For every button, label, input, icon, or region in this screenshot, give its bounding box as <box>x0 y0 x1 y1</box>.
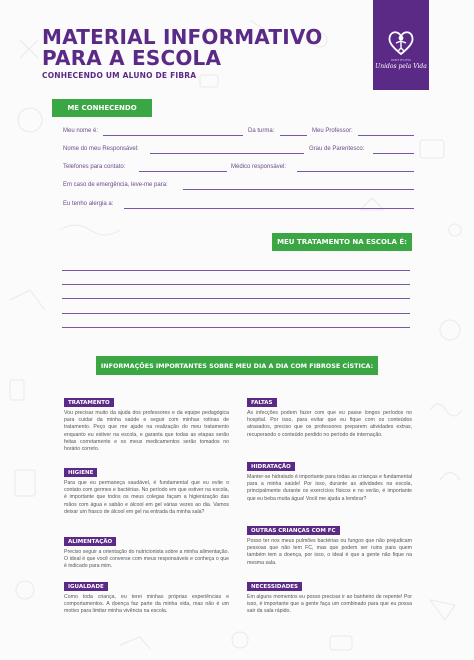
input-line-professor[interactable] <box>358 135 414 136</box>
text-necessidades: Em alguns momentos eu posso precisar ir ao banheiro de repente! Por isso, é importante que a gente faça um combinado para que eu possa sair da sala rápido. <box>247 594 412 615</box>
label-responsavel: Nome do meu Responsável: <box>63 146 139 152</box>
page-title <box>42 27 322 69</box>
writing-line-3[interactable] <box>62 298 410 299</box>
text-hidratacao: Manter-se hidratado é importante para todas as crianças e fundamental para a minha saúde! Por isso, durante as atividades na escola, principalmente durante os exercícios físicos e no verão, é importante que eu beba muita água! Você me ajuda a lembrar? <box>247 474 412 502</box>
label-turma: Da turma: <box>248 128 275 134</box>
writing-line-4[interactable] <box>62 313 410 314</box>
info-bar-label: INFORMAÇÕES IMPORTANTES SOBRE MEU DIA A DIA COM FIBROSE CÍSTICA: <box>100 361 374 370</box>
label-nome: Meu nome é: <box>63 128 99 134</box>
text-faltas: As infecções podem fazer com que eu passe longos períodos no hospital. Por isso, para evitar que eu fique com os conteúdos atrasados, preciso que os professores preparem atividades extras, recuperando o conteúdo perdido no período de internação. <box>247 410 412 438</box>
heading-higiene: HIGIENE <box>64 468 97 477</box>
writing-line-5[interactable] <box>62 327 410 328</box>
brand-panel <box>373 0 429 90</box>
brand-name: Unidos pela Vida <box>375 63 427 70</box>
input-line-alergia[interactable] <box>124 208 414 209</box>
section-tag-me-conhecendo: ME CONHECENDO <box>52 99 152 117</box>
heading-alimentacao: ALIMENTAÇÃO <box>64 537 116 546</box>
section-tag-tratamento-escola: MEU TRATAMENTO NA ESCOLA É: <box>272 233 412 251</box>
label-parentesco: Grau de Parentesco: <box>309 146 365 152</box>
heading-hidratacao: HIDRATAÇÃO <box>247 462 295 471</box>
heading-outras-criancas: OUTRAS CRIANÇAS COM FC <box>247 526 340 535</box>
brand-logo-icon <box>387 30 415 56</box>
heading-igualdade: IGUALDADE <box>64 582 108 591</box>
label-emergencia: Em caso de emergência, leve-me para: <box>63 182 168 188</box>
label-professor: Meu Professor: <box>312 128 353 134</box>
brand-small-text: INSTITUTO <box>390 58 412 62</box>
input-line-responsavel[interactable] <box>150 153 304 154</box>
page-subtitle: CONHECENDO UM ALUNO DE FIBRA <box>42 71 197 80</box>
input-line-medico[interactable] <box>297 171 414 172</box>
text-outras-criancas: Posso ter nos meus pulmões bactérias ou fungos que não prejudicam pessoas que não tem FC, mas que podem ser ruins para quem também tem a doença, por isso, o ideal é que a gente não fique na mesma sala. <box>247 538 412 566</box>
info-bar <box>96 356 378 375</box>
input-line-emergencia[interactable] <box>183 189 414 190</box>
writing-line-2[interactable] <box>62 284 410 285</box>
heading-faltas: FALTAS <box>247 398 277 407</box>
input-line-telefones[interactable] <box>139 171 227 172</box>
heading-necessidades: NECESSIDADES <box>247 582 302 591</box>
title-line-1: MATERIAL INFORMATIVO <box>42 25 323 49</box>
writing-line-1[interactable] <box>62 270 410 271</box>
label-telefones: Telefones para contato: <box>63 164 126 170</box>
text-alimentacao: Preciso seguir a orientação do nutricionista sobre a minha alimentação. O ideal é que você converse com meus responsáveis e conheça o que é indicado para mim. <box>64 549 229 570</box>
label-alergia: Eu tenho alergia a: <box>63 201 114 207</box>
label-medico: Médico responsável: <box>231 164 287 170</box>
input-line-parentesco[interactable] <box>373 153 414 154</box>
text-higiene: Para que eu permaneça saudável, é fundamental que eu evite o contato com germes e bactérias. No período em que estiver na escola, é importante que todos os meus colegas façam a higienização das mãos com água e sabão e álcool em gel várias vezes ao dia. Vamos deixar um frasco de álcool em gel na entrada da minha sala? <box>64 480 229 515</box>
input-line-nome[interactable] <box>103 135 243 136</box>
text-igualdade: Como toda criança, eu terei minhas próprias experiências e comportamentos. A doença faz parte da minha vida, mas não é um motivo para limitar minha vivência na escola. <box>64 594 229 615</box>
heading-tratamento: TRATAMENTO <box>64 398 114 407</box>
text-tratamento: Vou precisar muito da ajuda dos professores e da equipe pedagógica para cuidar da minha saúde e seguir com minhas rotinas de tratamento. Peço que me ajude na realização do meu tratamento enquanto eu estiver na escola, e garanta que todas as etapas serão feitas corretamente e os meus medicamentos serão tomados no horário correto. <box>64 410 229 453</box>
title-line-2: PARA A ESCOLA <box>42 46 222 70</box>
input-line-turma[interactable] <box>280 135 307 136</box>
